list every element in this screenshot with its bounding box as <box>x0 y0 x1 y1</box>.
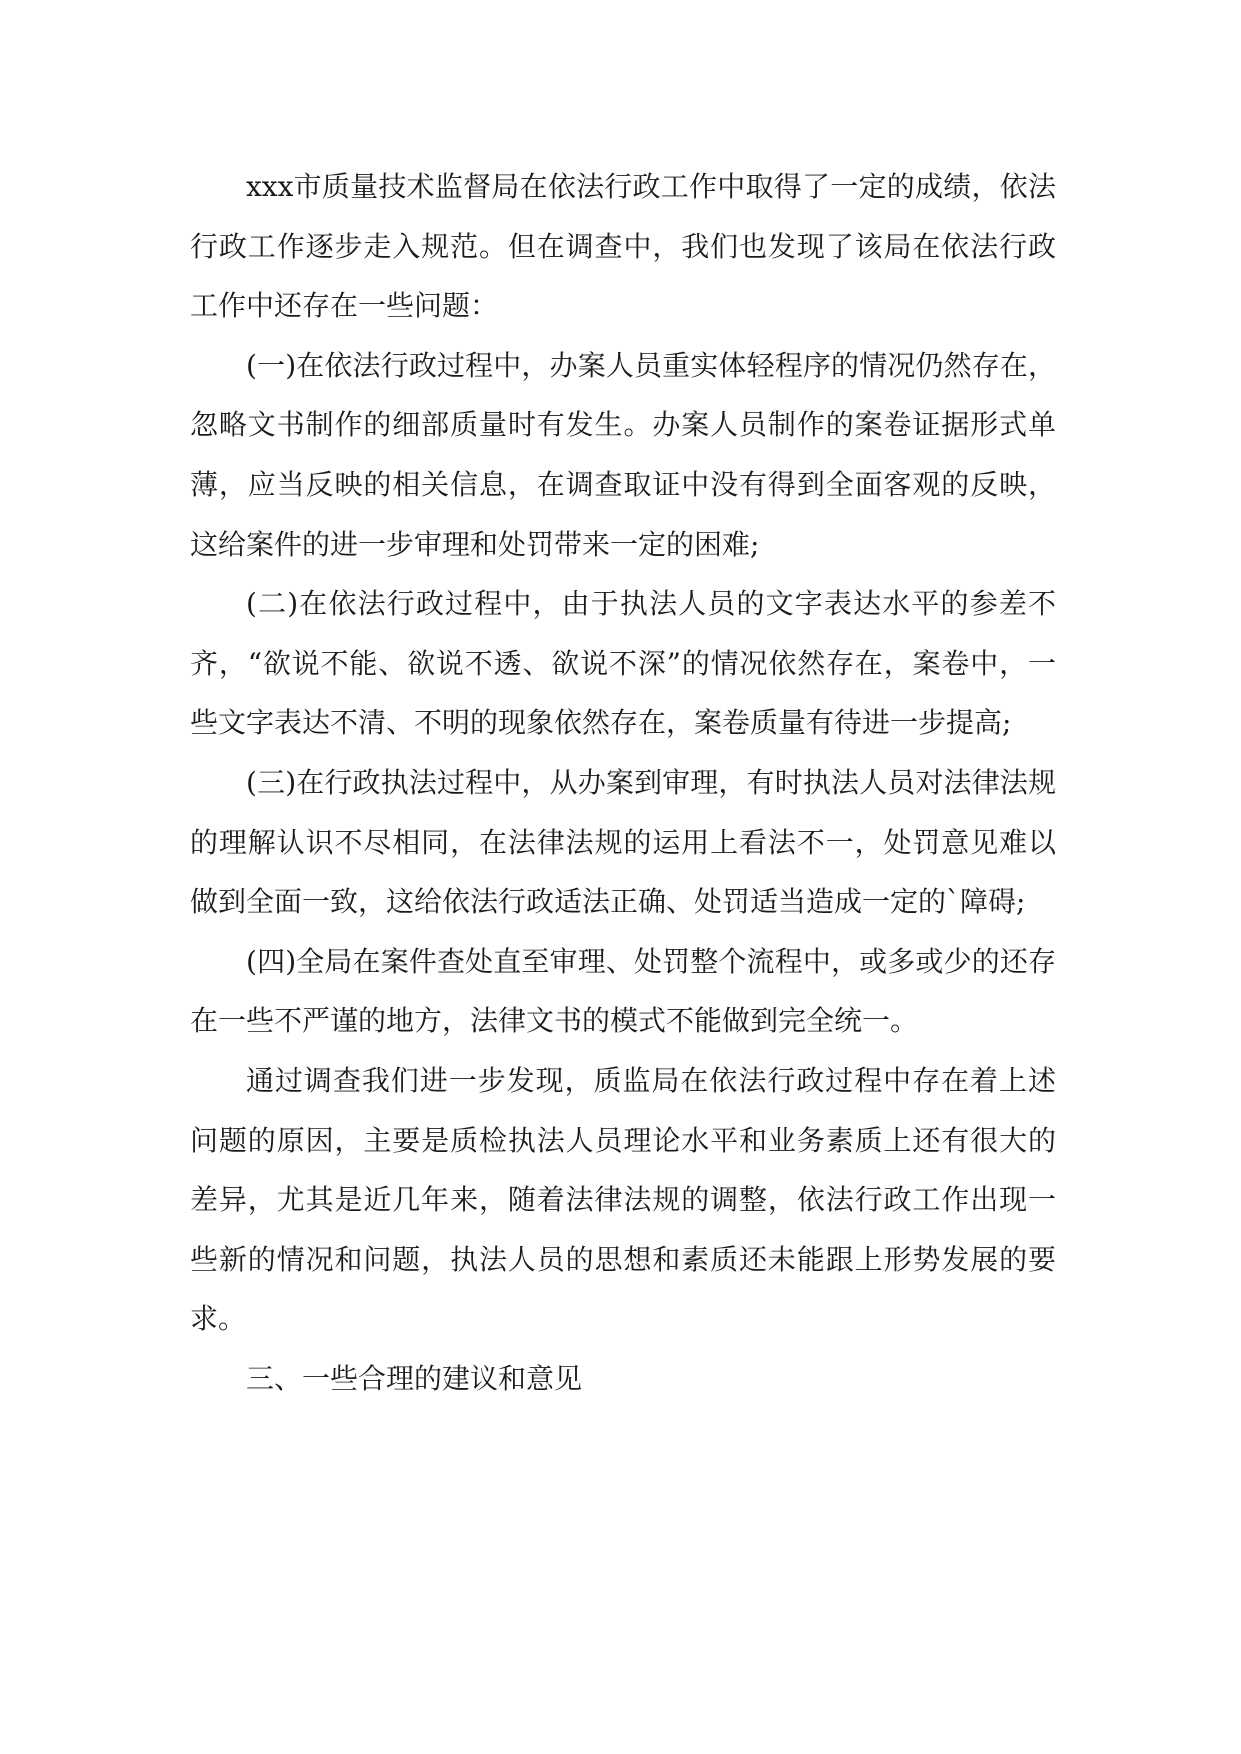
document-body <box>190 157 1056 1408</box>
section-heading: 三、一些合理的建议和意见 <box>246 1361 583 1395</box>
paragraph-issue-4: (四)全局在案件查处直至审理、处罚整个流程中，或多或少的还存在一些不严谨的地方，法律文书的模式不能做到完全统一。 <box>190 944 1056 1038</box>
paragraph-issue-2: (二)在依法行政过程中，由于执法人员的文字表达水平的参差不齐，“欲说不能、欲说不透、欲说不深”的情况依然存在，案卷中，一些文字表达不清、不明的现象依然存在，案卷质量有待进一步提高; <box>190 587 1056 740</box>
paragraph-intro: xxx市质量技术监督局在依法行政工作中取得了一定的成绩，依法行政工作逐步走入规范。但在调查中，我们也发现了该局在依法行政工作中还存在一些问题： <box>190 170 1056 323</box>
paragraph-issue-3: (三)在行政执法过程中，从办案到审理，有时执法人员对法律法规的理解认识不尽相同，在法律法规的运用上看法不一，处罚意见难以做到全面一致，这给依法行政适法正确、处罚适当造成一定的`障碍; <box>190 765 1056 919</box>
paragraph-causes: 通过调查我们进一步发现，质监局在依法行政过程中存在着上述问题的原因，主要是质检执法人员理论水平和业务素质上还有很大的差异，尤其是近几年来，随着法律法规的调整，依法行政工作出现一些新的情况和问题，执法人员的思想和素质还未能跟上形势发展的要求。 <box>190 1063 1056 1336</box>
paragraph-issue-1: (一)在依法行政过程中，办案人员重实体轻程序的情况仍然存在，忽略文书制作的细部质量时有发生。办案人员制作的案卷证据形式单薄，应当反映的相关信息，在调查取证中没有得到全面客观的反映，这给案件的进一步审理和处罚带来一定的困难; <box>190 348 1056 561</box>
